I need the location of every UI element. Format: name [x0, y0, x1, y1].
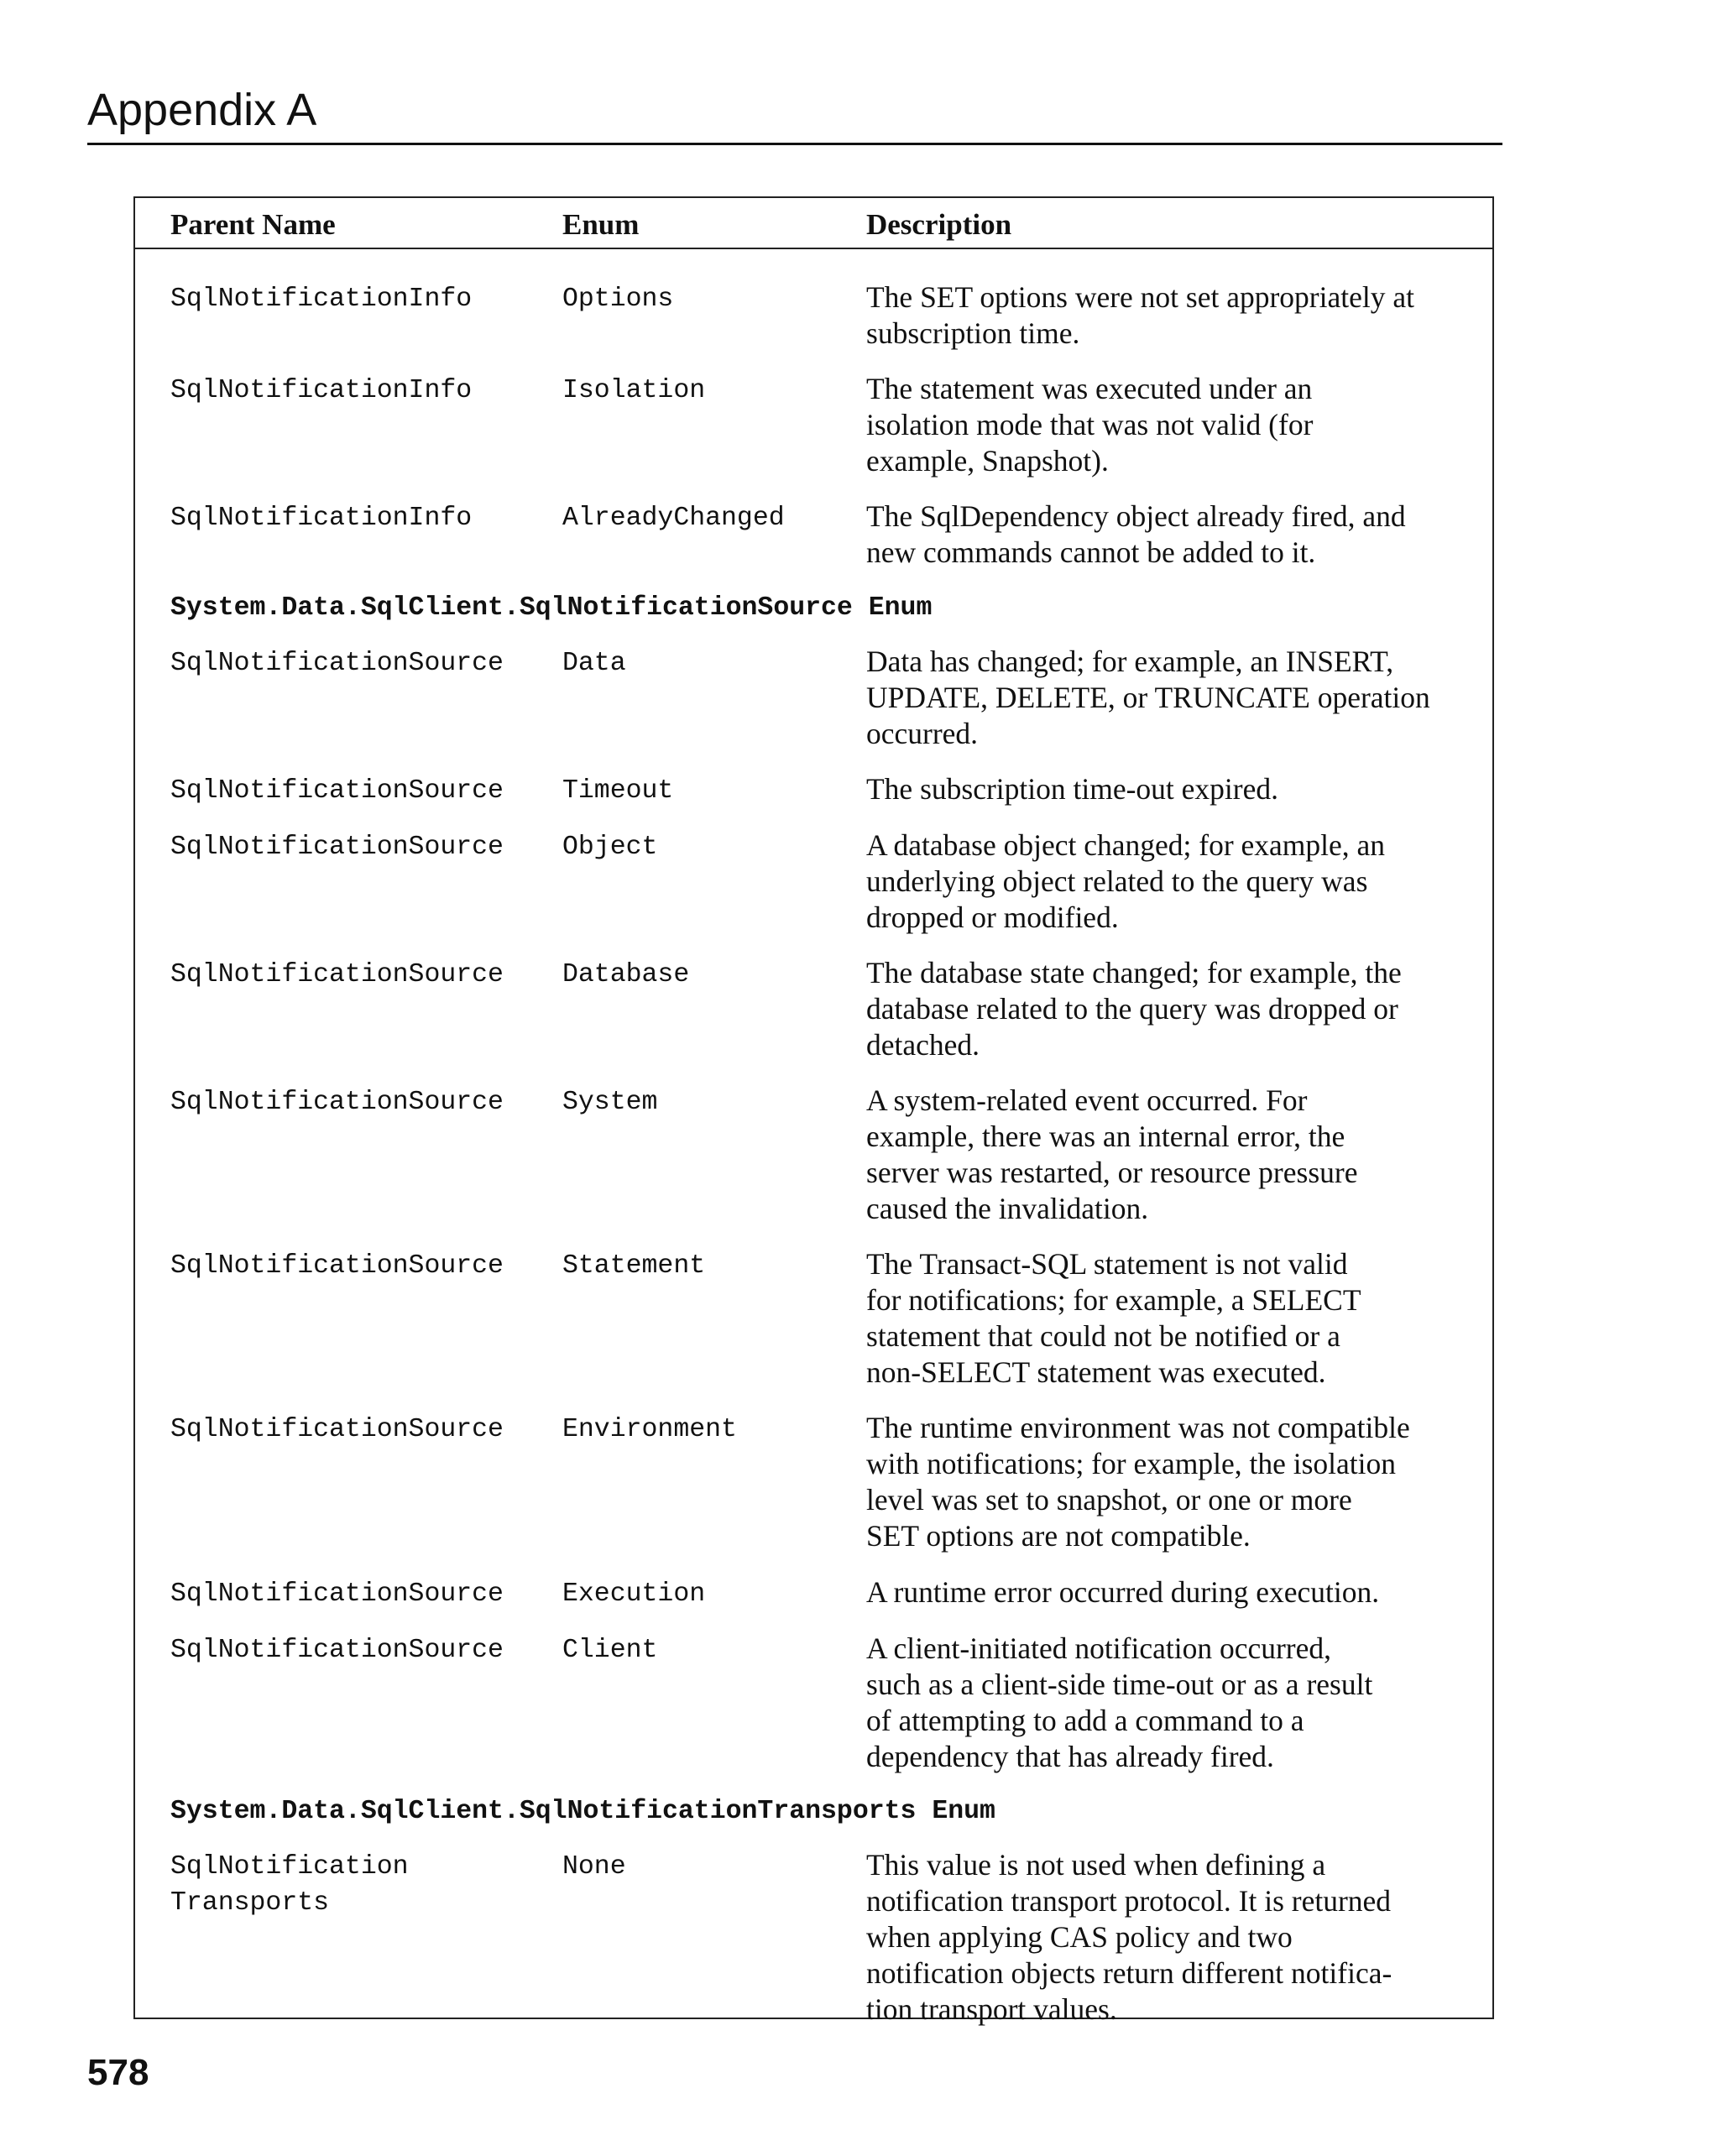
- parent-name-cell: SqlNotificationSource: [170, 649, 504, 678]
- enum-cell: Data: [562, 649, 626, 678]
- page-number: 578: [87, 2052, 149, 2093]
- parent-name-cell: SqlNotificationInfo: [170, 504, 473, 533]
- parent-name-cell: SqlNotification Transports: [170, 1852, 409, 1918]
- enum-cell: Object: [562, 833, 658, 862]
- table-header-row: [135, 198, 1492, 249]
- enum-cell: None: [562, 1852, 626, 1882]
- section-heading: System.Data.SqlClient.SqlNotificationSource Enum: [170, 593, 933, 623]
- enum-cell: Statement: [562, 1251, 706, 1281]
- enum-table: [133, 196, 1494, 2026]
- enum-cell: Database: [562, 960, 690, 989]
- parent-name-cell: SqlNotificationSource: [170, 776, 504, 806]
- description-cell: The Transact-SQL statement is not valid for notifications; for example, a SELECT statement that could not be notified or a non-SELECT statement was executed.: [866, 1247, 1361, 1389]
- parent-name-cell: SqlNotificationSource: [170, 833, 504, 862]
- enum-cell: Timeout: [562, 776, 674, 806]
- column-header-parent-name: Parent Name: [170, 208, 336, 241]
- description-cell: The database state changed; for example, the database related to the query was dropped or detached.: [866, 956, 1402, 1062]
- parent-name-cell: SqlNotificationInfo: [170, 285, 473, 314]
- parent-name-cell: SqlNotificationSource: [170, 1579, 504, 1609]
- description-cell: A runtime error occurred during execution.: [866, 1575, 1380, 1609]
- description-cell: A database object changed; for example, an underlying object related to the query was dropped or modified.: [866, 828, 1386, 934]
- description-cell: A client-initiated notification occurred, such as a client-side time-out or as a result of attempting to add a command to a dependency that has already fired.: [866, 1631, 1373, 1773]
- description-cell: This value is not used when defining a notification transport protocol. It is returned when applying CAS policy and two notification objects return different notifica- tion transport values.: [866, 1848, 1392, 2026]
- column-header-description: Description: [866, 208, 1012, 241]
- page-header-title: Appendix A: [87, 85, 317, 135]
- column-header-enum: Enum: [562, 208, 640, 241]
- parent-name-cell: SqlNotificationSource: [170, 1415, 504, 1444]
- parent-name-cell: SqlNotificationSource: [170, 960, 504, 989]
- description-cell: The SET options were not set appropriately at subscription time.: [866, 280, 1414, 350]
- enum-cell: Options: [562, 285, 674, 314]
- section-heading: System.Data.SqlClient.SqlNotificationTransports Enum: [170, 1797, 995, 1826]
- description-cell: The runtime environment was not compatible with notifications; for example, the isolation level was set to snapshot, or one or more SET options are not compatible.: [866, 1411, 1410, 1553]
- enum-cell: Environment: [562, 1415, 737, 1444]
- description-cell: The SqlDependency object already fired, and new commands cannot be added to it.: [866, 499, 1406, 569]
- enum-cell: System: [562, 1088, 658, 1117]
- header-rule: [87, 143, 1502, 145]
- parent-name-cell: SqlNotificationSource: [170, 1636, 504, 1665]
- enum-cell: Client: [562, 1636, 658, 1665]
- description-cell: A system-related event occurred. For example, there was an internal error, the server was restarted, or resource pressure caused the invalidation.: [866, 1083, 1358, 1225]
- description-cell: The subscription time-out expired.: [866, 772, 1278, 806]
- description-cell: Data has changed; for example, an INSERT, UPDATE, DELETE, or TRUNCATE operation occurred.: [866, 645, 1430, 750]
- parent-name-cell: SqlNotificationSource: [170, 1251, 504, 1281]
- enum-cell: AlreadyChanged: [562, 504, 785, 533]
- enum-cell: Execution: [562, 1579, 706, 1609]
- enum-cell: Isolation: [562, 376, 706, 405]
- parent-name-cell: SqlNotificationSource: [170, 1088, 504, 1117]
- description-cell: The statement was executed under an isolation mode that was not valid (for example, Snapshot).: [866, 372, 1314, 478]
- parent-name-cell: SqlNotificationInfo: [170, 376, 473, 405]
